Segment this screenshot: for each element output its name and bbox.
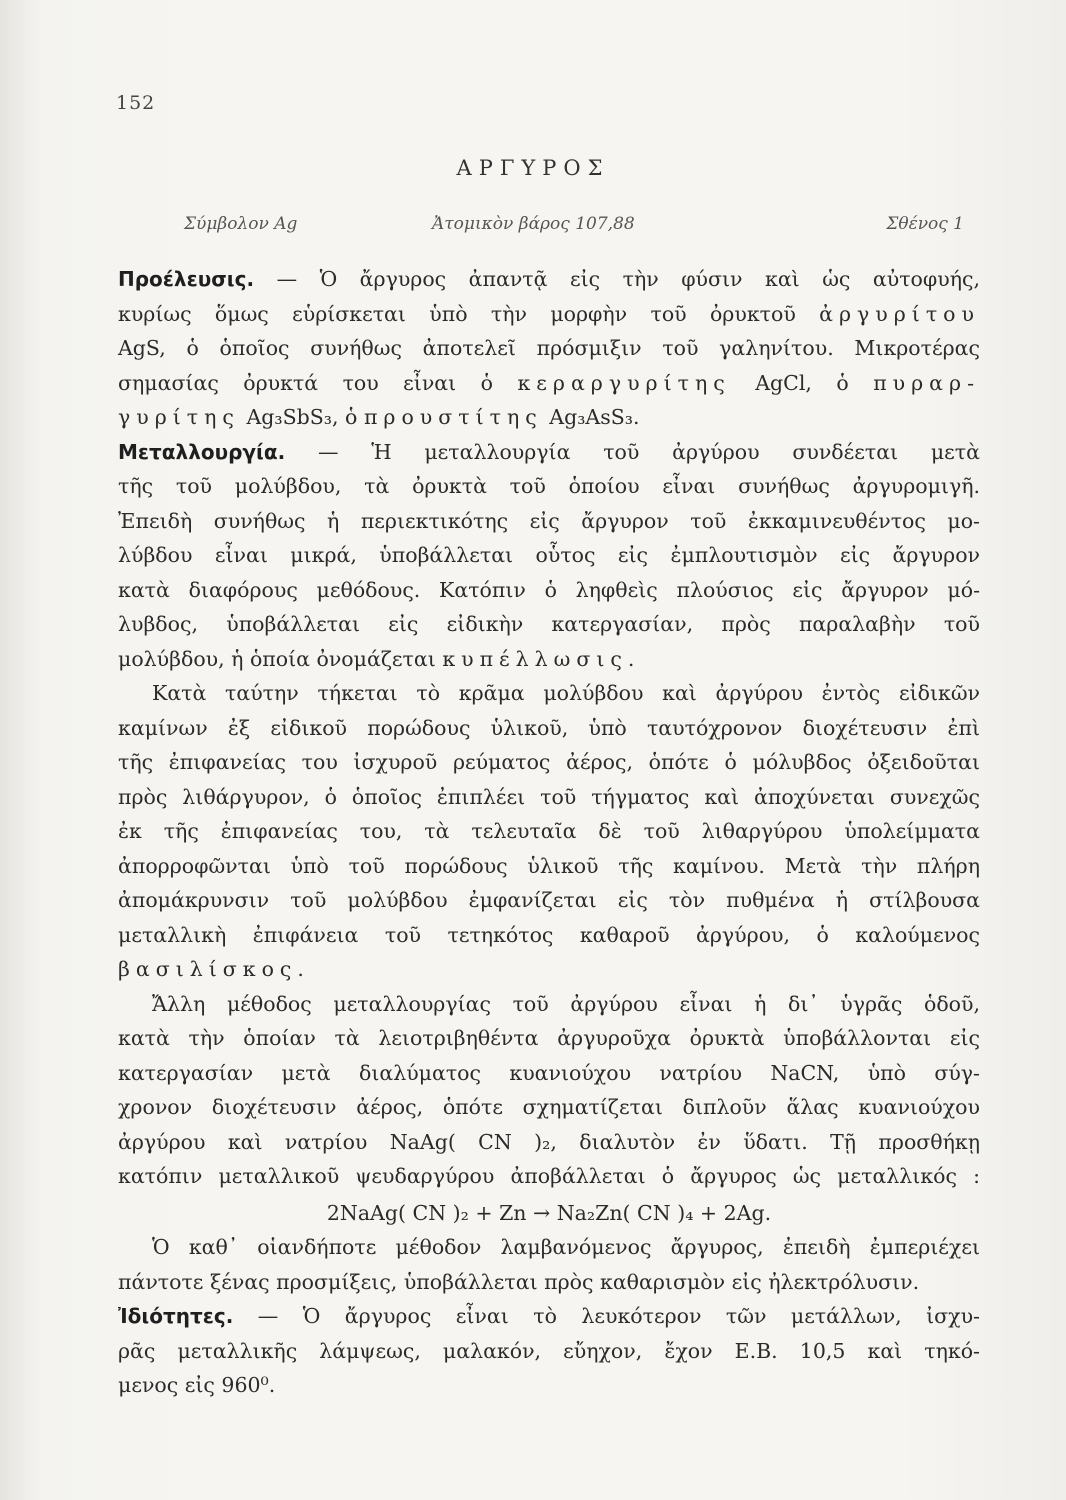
text-line: κατὰ διαφόρους μεθόδους. Κατόπιν ὁ ληφθεὶς πλούσιος εἰς ἄργυρον μό- xyxy=(118,577,980,602)
text-line: Ἐπειδὴ συνήθως ἡ περιεκτικότης εἰς ἄργυρον τοῦ ἐκκαμινευθέντος μο- xyxy=(118,508,980,533)
section-heading-metallurgy: Μεταλλουργία. xyxy=(118,439,286,464)
text-line: χρονον διοχέτευσιν ἀέρος, ὁπότε σχηματίζεται διπλοῦν ἅλας κυανιούχου xyxy=(118,1095,980,1119)
text-line: πάντοτε ξένας προσμίξεις, ὑποβάλλεται πρὸς καθαρισμὸν εἰς ἠλεκτρόλυσιν. xyxy=(118,1269,920,1294)
text-line: κατόπιν μεταλλικοῦ ψευδαργύρου ἀποβάλλεται ὁ ἄργυρος ὡς μεταλλικός : xyxy=(118,1164,980,1188)
text-line: πρὸς λιθάργυρον, ὁ ὁποῖος ἐπιπλέει τοῦ τήγματος καὶ ἀποχύνεται συνεχῶς xyxy=(118,784,980,809)
text-line: κατεργασίαν μετὰ διαλύματος κυανιούχου νατρίου NaCN, ὑπὸ σύγ- xyxy=(118,1060,980,1085)
text-line: λυβδος, ὑποβάλλεται εἰς εἰδικὴν κατεργασίαν, πρὸς παραλαβὴν τοῦ xyxy=(118,612,980,636)
element-properties-row xyxy=(184,214,964,240)
text-line: μολύβδου, ἡ ὁποία ὀνομάζεται κυπέλλωσις. xyxy=(118,646,641,671)
text-line: ἐκ τῆς ἐπιφανείας του, τὰ τελευταῖα δὲ τοῦ λιθαργύρου ὑπολείμματα xyxy=(118,819,980,843)
text-line: μεταλλικὴ ἐπιφάνεια τοῦ τετηκότος καθαροῦ ἀργύρου, ὁ καλούμενος xyxy=(118,922,980,947)
text-line: Ὁ καθ᾽ οἱανδήποτε μέθοδον λαμβανόμενος ἄργυρος, ἐπειδὴ ἐμπεριέχει xyxy=(152,1235,980,1259)
text-line: Προέλευσις. — Ὁ ἄργυρος ἀπαντᾷ εἰς τὴν φύσιν καὶ ὡς αὐτοφυής, xyxy=(118,267,980,291)
atomic-weight: Ἀτομικὸν βάρος 107,88 xyxy=(432,214,635,234)
text-line: σημασίας ὀρυκτά του εἶναι ὁ κεραργυρίτης AgCl, ὁ πυραρ- xyxy=(118,370,980,395)
page-number: 152 xyxy=(116,92,156,114)
text-line: ἀπομάκρυνσιν τοῦ μολύβδου ἐμφανίζεται εἰς τὸν πυθμένα ἡ στίλβουσα xyxy=(118,888,980,912)
section-heading-origin: Προέλευσις. xyxy=(118,267,255,291)
text-line: ἀργύρου καὶ νατρίου NaAg( CN )₂, διαλυτὸν ἐν ὕδατι. Τῇ προσθήκῃ xyxy=(118,1129,980,1154)
text-line: τῆς ἐπιφανείας του ἰσχυροῦ ρεύματος ἀέρος, ὁπότε ὁ μόλυβδος ὀξειδοῦται xyxy=(118,750,980,774)
text-line: τῆς τοῦ μολύβδου, τὰ ὀρυκτὰ τοῦ ὁποίου εἶναι συνήθως ἀργυρομιγῆ. xyxy=(118,474,980,498)
body-text xyxy=(118,262,980,1403)
text-line: βασιλίσκος. xyxy=(118,957,310,981)
section-heading-properties: Ἰδιότητες. xyxy=(118,1304,234,1328)
text-line: Ἰδιότητες. — Ὁ ἄργυρος εἶναι τὸ λευκότερον τῶν μετάλλων, ἰσχυ- xyxy=(118,1304,980,1328)
text-line: καμίνων ἐξ εἰδικοῦ πορώδους ὑλικοῦ, ὑπὸ ταυτόχρονον διοχέτευσιν ἐπὶ xyxy=(118,715,980,740)
element-symbol: Σύμβολον Ag xyxy=(184,214,298,234)
chapter-title: ΑΡΓΥΡΟΣ xyxy=(456,156,610,180)
text-line: ἀπορροφῶνται ὑπὸ τοῦ πορώδους ὑλικοῦ τῆς καμίνου. Μετὰ τὴν πλήρη xyxy=(118,853,980,878)
text-line: κυρίως ὅμως εὑρίσκεται ὑπὸ τὴν μορφὴν τοῦ ὀρυκτοῦ ἀργυρίτου xyxy=(118,301,980,326)
text-line: Κατὰ ταύτην τήκεται τὸ κρᾶμα μολύβδου καὶ ἀργύρου ἐντὸς εἰδικῶν xyxy=(152,681,980,705)
text-line: κατὰ τὴν ὁποίαν τὰ λειοτριβηθέντα ἀργυροῦχα ὀρυκτὰ ὑποβάλλονται εἰς xyxy=(118,1026,980,1050)
text-line: λύβδου εἶναι μικρά, ὑποβάλλεται οὗτος εἰς ἐμπλουτισμὸν εἰς ἄργυρον xyxy=(118,543,980,567)
chemical-equation: 2NaAg( CN )₂ + Zn → Na₂Zn( CN )₄ + 2Ag. xyxy=(326,1200,772,1225)
text-line: γυρίτης Ag₃SbS₃, ὁ προυστίτης Ag₃AsS₃. xyxy=(118,405,640,429)
text-line: ρᾶς μεταλλικῆς λάμψεως, μαλακόν, εὔηχον, ἔχον Ε.Β. 10,5 καὶ τηκό- xyxy=(118,1338,980,1363)
text-line: AgS, ὁ ὁποῖος συνήθως ἀποτελεῖ πρόσμιξιν τοῦ γαληνίτου. Μικροτέρας xyxy=(118,336,980,360)
text-line: Μεταλλουργία. — Ἡ μεταλλουργία τοῦ ἀργύρου συνδέεται μετὰ xyxy=(118,439,980,464)
text-line: μενος εἰς 960⁰. xyxy=(118,1373,276,1397)
text-line: Ἄλλη μέθοδος μεταλλουργίας τοῦ ἀργύρου εἶναι ἡ δι᾽ ὑγρᾶς ὁδοῦ, xyxy=(152,991,980,1016)
valence: Σθένος 1 xyxy=(886,214,964,234)
